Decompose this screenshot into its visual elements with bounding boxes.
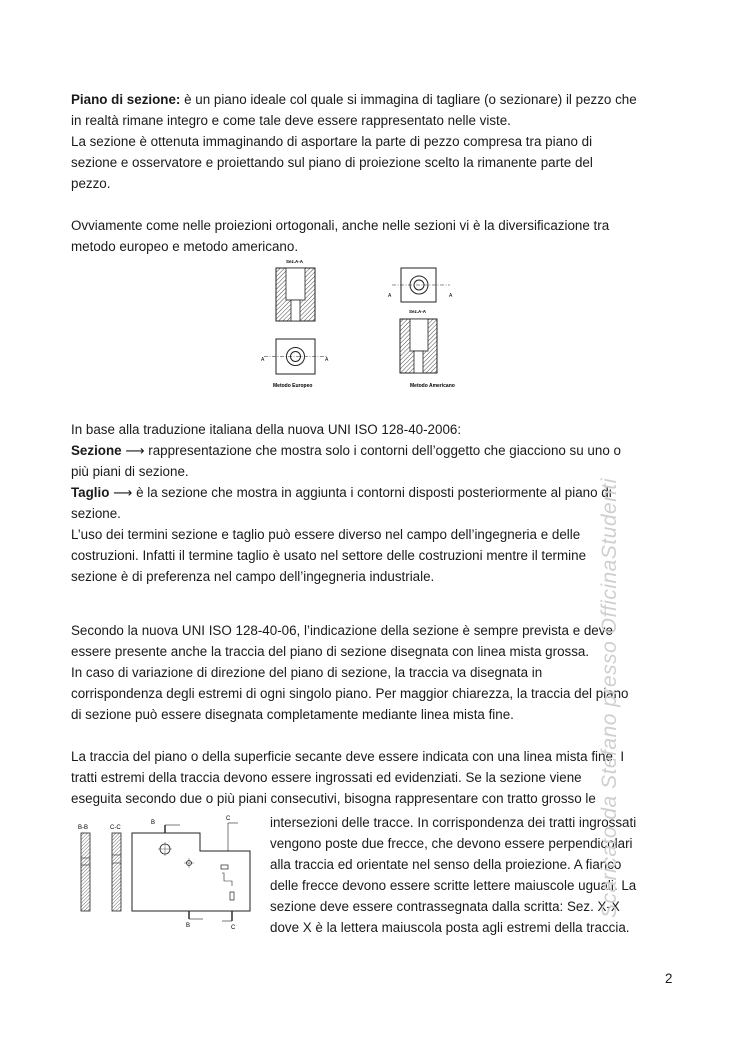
europeo-section-view <box>276 268 315 321</box>
part-front-view <box>132 833 250 911</box>
americano-section-view <box>400 319 437 373</box>
para5-wrap1: intersezioni delle tracce. In corrispondenza dei tratti ingrossati <box>270 815 637 830</box>
para5-line2: tratti estremi della traccia devono essere ingrossati ed evidenziati. Se la sezione viene <box>71 770 582 785</box>
body-text-lower <box>71 620 675 809</box>
taglio-line1: Taglio ⟶ è la sezione che mostra in aggiunta i contorni disposti posteriormente al piano di <box>71 485 612 500</box>
caption-americano: Metodo Americano <box>410 383 455 389</box>
term-taglio: Taglio <box>71 485 110 500</box>
para2-line2: metodo europeo e metodo americano. <box>71 239 299 254</box>
para3-line-c: sezione è di preferenza nel campo dell’ingegneria industriale. <box>71 569 435 584</box>
para2-line1: Ovviamente come nelle proiezioni ortogonali, anche nelle sezioni vi è la diversificazione tra <box>71 218 610 233</box>
para4-line4: corrispondenza degli estremi di ogni singolo piano. Per maggior chiarezza, la traccia del piano <box>71 686 629 701</box>
para1-line3: La sezione è ottenuta immaginando di asportare la parte di pezzo compresa tra piano di <box>71 134 593 149</box>
section-cc-view <box>112 833 121 911</box>
mark-a-left-1: A <box>261 357 265 363</box>
label-bb: B-B <box>78 825 89 831</box>
taglio-line2: sezione. <box>71 506 121 521</box>
para3-line-a: L’uso dei termini sezione e taglio può essere diverso nel campo dell’ingegneria e delle <box>71 527 581 542</box>
sezione-line2: più piani di sezione. <box>71 464 189 479</box>
mark-b-bottom: B <box>186 923 191 929</box>
para4-line3: In caso di variazione di direzione del piano di sezione, la traccia va disegnata in <box>71 665 543 680</box>
sezione-line1: Sezione ⟶ rappresentazione che mostra solo i contorni dell’oggetto che giacciono su uno o <box>71 443 621 458</box>
para3-intro: In base alla traduzione italiana della nuova UNI ISO 128-40-2006: <box>71 422 462 437</box>
section-bb-view <box>81 833 90 911</box>
section-methods-figure <box>253 257 493 395</box>
mark-a-left-2: A <box>325 357 329 363</box>
term-piano-di-sezione: Piano di sezione: <box>71 92 181 107</box>
para1-line5: pezzo. <box>71 176 111 191</box>
para5-line1: La traccia del piano o della superficie secante deve essere indicata con una linea mista fine. I <box>71 749 625 764</box>
mark-a-right-2: A <box>449 293 453 299</box>
europeo-top-view <box>261 339 329 374</box>
para1-line4: sezione e osservatore e proiettando sul piano di proiezione scelto la rimanente parte del <box>71 155 593 170</box>
para5-wrap6: dove X è la lettera maiuscola posta agli estremi della traccia. <box>270 920 630 935</box>
sec-label-right: Sez.A-A <box>409 309 427 314</box>
para3-line-b: costruzioni. Infatti il termine taglio è usato nel settore delle costruzioni mentre il termine <box>71 548 587 563</box>
para5-wrap4: delle frecce devono essere scritte lettere maiuscole uguali. La <box>270 878 637 893</box>
para4-line1: Secondo la nuova UNI ISO 128-40-06, l’indicazione della sezione è sempre prevista e deve <box>71 623 613 638</box>
mark-c-top: C <box>226 816 231 822</box>
para5-line3: eseguita secondo due o più piani consecutivi, bisogna rappresentare con tratto grosso le <box>71 791 596 806</box>
americano-top-view <box>388 268 453 302</box>
para4-line2: essere presente anche la traccia del piano di sezione disegnata con linea mista grossa. <box>71 644 590 659</box>
section-trace-figure <box>72 813 262 931</box>
body-text-top <box>71 89 675 257</box>
term-sezione: Sezione <box>71 443 122 458</box>
para1-line1: Piano di sezione: è un piano ideale col quale si immagina di tagliare (o sezionare) il pezzo che <box>71 92 637 107</box>
watermark: Scaricato da Stefano presso OfficinaStudenti <box>598 478 621 918</box>
sec-label-left: Sez.A-A <box>286 259 304 264</box>
para5-wrap3: alla traccia ed orientate nel senso della proiezione. A fianco <box>270 857 622 872</box>
para1-line2: in realtà rimane integro e come tale deve essere rappresentato nelle viste. <box>71 113 511 128</box>
mark-c-bottom: C <box>231 925 236 931</box>
para4-line5: di sezione può essere disegnata completamente mediante linea mista fine. <box>71 707 514 722</box>
body-text-middle <box>71 419 675 587</box>
caption-europeo: Metodo Europeo <box>273 383 313 389</box>
para5-wrap5: sezione deve essere contrassegnata dalla scritta: Sez. X-X <box>270 899 620 914</box>
page-number: 2 <box>665 971 673 986</box>
para5-wrap2: vengono poste due frecce, che devono essere perpendicolari <box>270 836 633 851</box>
label-cc: C-C <box>110 825 121 831</box>
mark-a-right-1: A <box>388 293 392 299</box>
mark-b-top: B <box>151 820 156 826</box>
